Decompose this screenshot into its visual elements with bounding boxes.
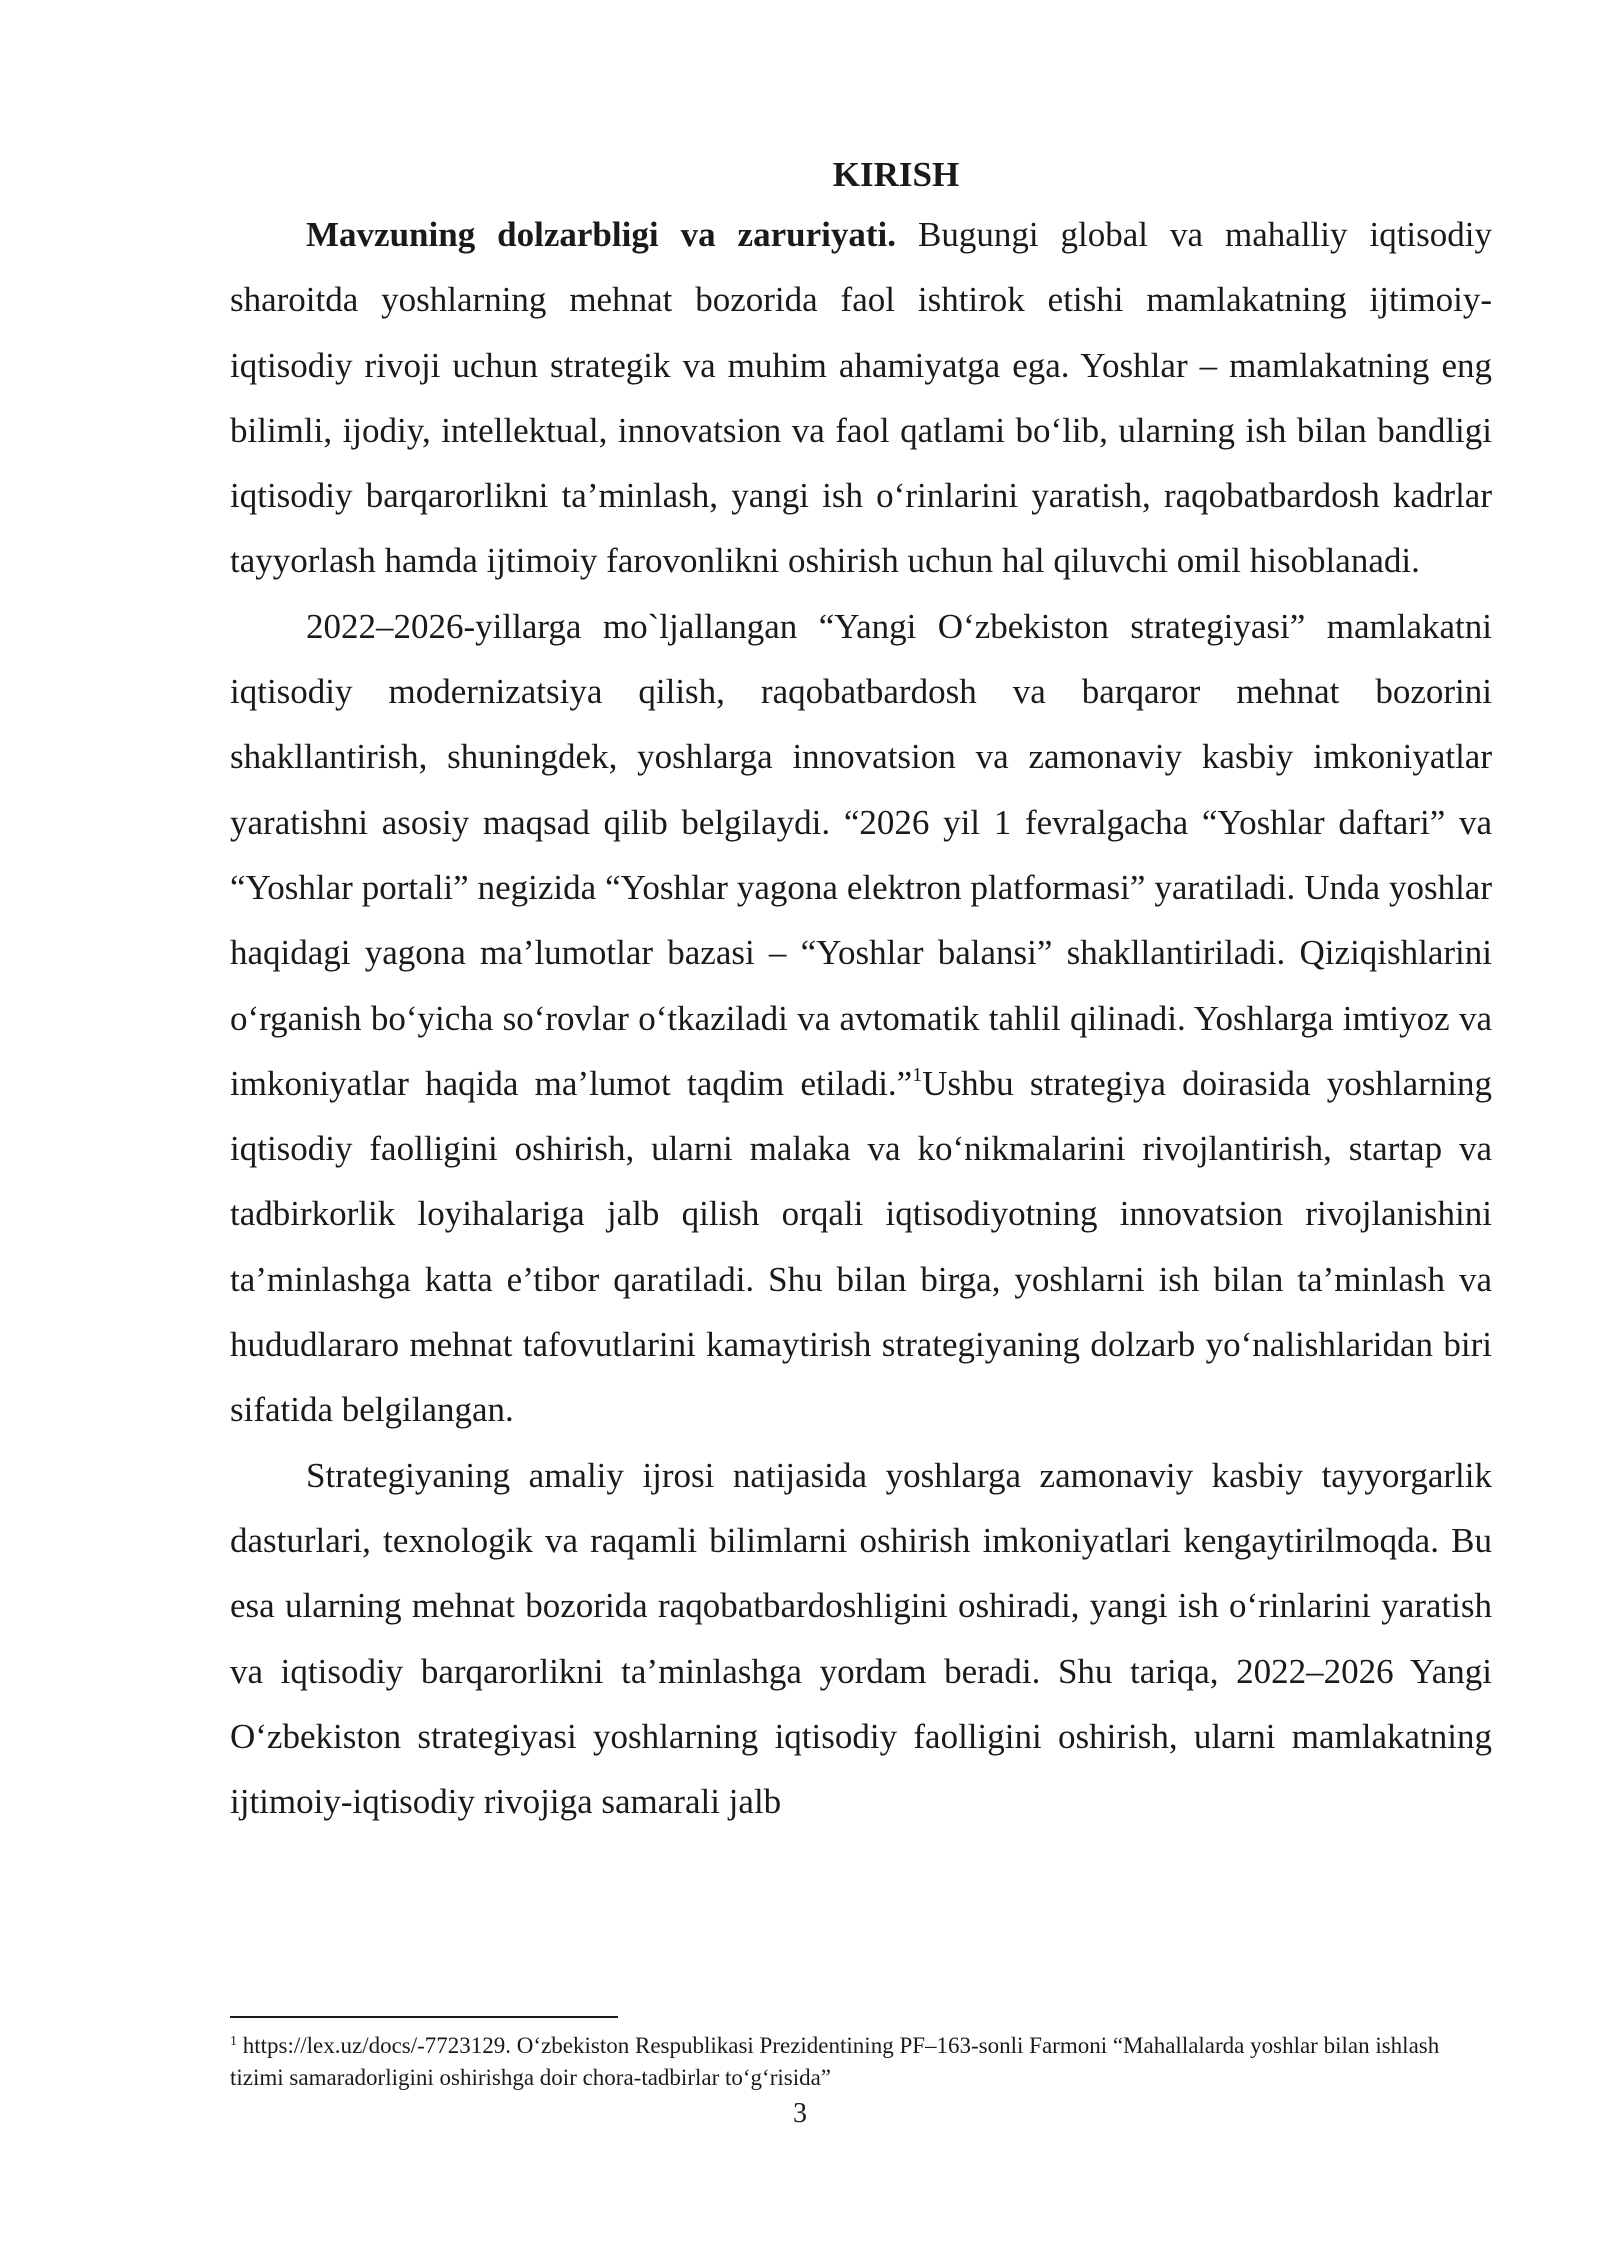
paragraph-3-text: Strategiyaning amaliy ijrosi natijasida yoshlarga zamonaviy kasbiy tayyorgarlik dasturlari, texnologik va raqamli bilimlarni oshirish imkoniyatlari kengaytirilmoqda. Bu esa ularning mehnat bozorida raqobatbardoshligini oshiradi, yangi ish o‘rinlarini yaratish va iqtisodiy barqarorlikni ta’minlashga yordam beradi. Shu tariqa, 2022–2026 Yangi O‘zbekiston strategiyasi yoshlarning iqtisodiy faolligini oshirish, ularni mamlakatning ijtimoiy-iqtisodiy rivojiga samarali jalb	[230, 1455, 1492, 1822]
paragraph-1-lead: Mavzuning dolzarbligi va zaruriyati.	[306, 215, 896, 254]
paragraph-1-text: Bugungi global va mahalliy iqtisodiy sharoitda yoshlarning mehnat bozorida faol ishtirok etishi mamlakatning ijtimoiy-iqtisodiy rivoji uchun strategik va muhim ahamiyatga ega. Yoshlar – mamlakatning eng bilimli, ijodiy, intellektual, innovatsion va faol qatlami bo‘lib, ularning ish bilan bandligi iqtisodiy barqarorlikni ta’minlash, yangi ish o‘rinlarini yaratish, raqobatbardosh kadrlar tayyorlash hamda ijtimoiy farovonlikni oshirish uchun hal qiluvchi omil hisoblanadi.	[230, 215, 1492, 581]
footnote-reference[interactable]: 1	[912, 1063, 923, 1086]
paragraph-2	[230, 594, 1492, 1443]
page-number: 3	[793, 2098, 807, 2129]
footnote	[230, 2030, 1492, 2094]
body-text	[230, 148, 1492, 1834]
paragraph-2-text-before: 2022–2026-yillarga mo`ljallangan “Yangi O‘zbekiston strategiyasi” mamlakatni iqtisodiy modernizatsiya qilish, raqobatbardosh va barqaror mehnat bozorini shakllantirish, shuningdek, yoshlarga innovatsion va zamonaviy kasbiy imkoniyatlar yaratishni asosiy maqsad qilib belgilaydi. “2026 yil 1 fevralgacha “Yoshlar daftari” va “Yoshlar portali” negizida “Yoshlar yagona elektron platformasi” yaratiladi. Unda yoshlar haqidagi yagona ma’lumotlar bazasi – “Yoshlar balansi” shakllantiriladi. Qiziqishlarini o‘rganish bo‘yicha so‘rovlar o‘tkaziladi va avtomatik tahlil qilinadi. Yoshlarga imtiyoz va imkoniyatlar haqida ma’lumot taqdim etiladi.”	[230, 606, 1492, 1103]
footnote-number: 1	[230, 2034, 237, 2049]
paragraph-1	[230, 202, 1492, 594]
page-title: KIRISH	[832, 155, 960, 194]
paragraph-3	[230, 1443, 1492, 1835]
footnote-text: https://lex.uz/docs/-7723129. O‘zbekiston Respublikasi Prezidentining PF–163-sonli Farmoni “Mahallalarda yoshlar bilan ishlash tizimi samaradorligini oshirishga doir chora-tadbirlar to‘g‘risida”	[230, 2033, 1440, 2090]
paragraph-2-text-after: Ushbu strategiya doirasida yoshlarning iqtisodiy faolligini oshirish, ularni malaka va ko‘nikmalarini rivojlantirish, startap va tadbirkorlik loyihalariga jalb qilish orqali iqtisodiyotning innovatsion rivojlanishini ta’minlashga katta e’tibor qaratiladi. Shu bilan birga, yoshlarni ish bilan ta’minlash va hududlararo mehnat tafovutlarini kamaytirish strategiyaning dolzarb yo‘nalishlaridan biri sifatida belgilangan.	[230, 1063, 1492, 1430]
footnote-separator	[230, 2016, 618, 2018]
